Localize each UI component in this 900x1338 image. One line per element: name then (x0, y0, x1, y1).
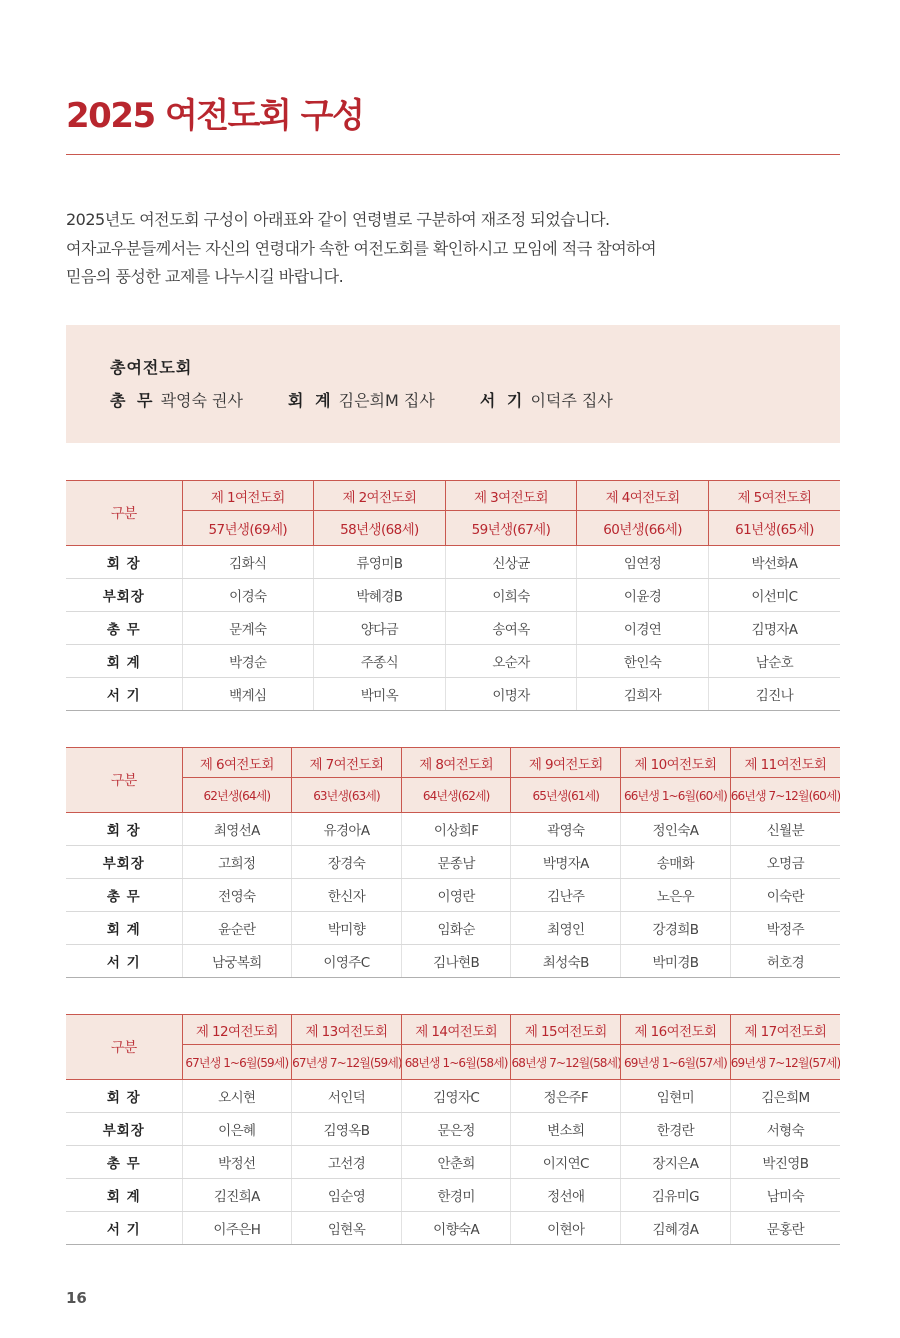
member-name-cell: 임현미 (621, 1080, 731, 1113)
table-row (66, 546, 840, 579)
member-name-cell: 서인덕 (292, 1080, 402, 1113)
group-age-header: 67년생 7~12월(59세) (292, 1045, 402, 1080)
role-label: 총 무 (66, 1146, 182, 1179)
role-label: 부회장 (66, 579, 182, 612)
member-name-cell: 이선미C (708, 579, 840, 612)
intro-line: 여자교우분들께서는 자신의 연령대가 속한 여전도회를 확인하시고 모임에 적극 참여하여 (66, 238, 657, 258)
member-name-cell: 주종식 (314, 645, 446, 678)
member-name-cell: 박경순 (182, 645, 314, 678)
member-name-cell: 이상희F (401, 813, 511, 846)
intro-line: 2025년도 여전도회 구성이 아래표와 같이 연령별로 구분하여 재조정 되었습니다. (66, 210, 610, 229)
member-name-cell: 이현아 (511, 1212, 621, 1245)
group-age-header: 67년생 1~6월(59세) (182, 1045, 292, 1080)
member-name-cell: 박미옥 (314, 678, 446, 711)
member-name-cell: 박진영B (730, 1146, 840, 1179)
table-row (66, 579, 840, 612)
member-name-cell: 정인숙A (621, 813, 731, 846)
member-name-cell: 이경숙 (182, 579, 314, 612)
role-label: 회 계 (66, 912, 182, 945)
member-name-cell: 김유미G (621, 1179, 731, 1212)
page-title: 2025 여전도회 구성 (66, 96, 364, 136)
group-name-header: 제 3여전도회 (445, 481, 577, 511)
header-row-ages (66, 778, 840, 813)
group-age-header: 58년생(68세) (314, 511, 446, 546)
member-name-cell: 김영옥B (292, 1113, 402, 1146)
table-row (66, 612, 840, 645)
header-row-groups (66, 481, 840, 511)
header-row-groups (66, 1015, 840, 1045)
member-name-cell: 남미숙 (730, 1179, 840, 1212)
role-label: 부회장 (66, 846, 182, 879)
group-age-header: 63년생(63세) (292, 778, 402, 813)
role-label: 부회장 (66, 1113, 182, 1146)
group-name-header: 제 8여전도회 (401, 748, 511, 778)
intro-line: 믿음의 풍성한 교제를 나누시길 바랍니다. (66, 267, 344, 286)
role-label: 서 기 (66, 945, 182, 978)
header-row-groups (66, 748, 840, 778)
table-row (66, 1080, 840, 1113)
corner-label: 구분 (66, 481, 182, 546)
member-name-cell: 양다금 (314, 612, 446, 645)
member-name-cell: 한인숙 (577, 645, 709, 678)
member-name-cell: 이명자 (445, 678, 577, 711)
member-name-cell: 고희정 (182, 846, 292, 879)
member-name-cell: 송여옥 (445, 612, 577, 645)
member-name-cell: 김난주 (511, 879, 621, 912)
group-age-header: 59년생(67세) (445, 511, 577, 546)
member-name-cell: 최영인 (511, 912, 621, 945)
member-name-cell: 오시현 (182, 1080, 292, 1113)
member-name-cell: 이경연 (577, 612, 709, 645)
table-row (66, 846, 840, 879)
member-name-cell: 이희숙 (445, 579, 577, 612)
member-name-cell: 신상균 (445, 546, 577, 579)
member-name-cell: 신월분 (730, 813, 840, 846)
group-age-header: 68년생 1~6월(58세) (401, 1045, 511, 1080)
role-label: 총 무 (66, 879, 182, 912)
member-name-cell: 박선화A (708, 546, 840, 579)
table-row (66, 813, 840, 846)
member-name-cell: 임현옥 (292, 1212, 402, 1245)
role-label: 서 기 (66, 678, 182, 711)
member-name-cell: 김희자 (577, 678, 709, 711)
member-name-cell: 박혜경B (314, 579, 446, 612)
group-age-header: 66년생 1~6월(60세) (621, 778, 731, 813)
group-age-header: 61년생(65세) (708, 511, 840, 546)
officer-role: 총 무 (110, 391, 156, 410)
table-row (66, 645, 840, 678)
member-name-cell: 변소희 (511, 1113, 621, 1146)
group-age-header: 62년생(64세) (182, 778, 292, 813)
group-age-header: 69년생 1~6월(57세) (621, 1045, 731, 1080)
member-name-cell: 문홍란 (730, 1212, 840, 1245)
group-age-header: 66년생 7~12월(60세) (730, 778, 840, 813)
role-label: 회 장 (66, 813, 182, 846)
member-name-cell: 오순자 (445, 645, 577, 678)
group-age-header: 60년생(66세) (577, 511, 709, 546)
role-label: 회 장 (66, 546, 182, 579)
group-name-header: 제 7여전도회 (292, 748, 402, 778)
member-name-cell: 문종남 (401, 846, 511, 879)
member-name-cell: 이은혜 (182, 1113, 292, 1146)
member-name-cell: 이윤경 (577, 579, 709, 612)
group-name-header: 제 14여전도회 (401, 1015, 511, 1045)
member-name-cell: 이향숙A (401, 1212, 511, 1245)
table-row (66, 1113, 840, 1146)
member-name-cell: 한경란 (621, 1113, 731, 1146)
group-name-header: 제 2여전도회 (314, 481, 446, 511)
member-name-cell: 이숙란 (730, 879, 840, 912)
table-row (66, 1212, 840, 1245)
table-row (66, 678, 840, 711)
member-name-cell: 문계숙 (182, 612, 314, 645)
table-row (66, 1179, 840, 1212)
association-table-3 (66, 1014, 840, 1245)
officer-secretary-general (110, 391, 243, 410)
group-name-header: 제 16여전도회 (621, 1015, 731, 1045)
member-name-cell: 문은정 (401, 1113, 511, 1146)
header-row-ages (66, 1045, 840, 1080)
member-name-cell: 강경희B (621, 912, 731, 945)
member-name-cell: 안춘희 (401, 1146, 511, 1179)
member-name-cell: 김진희A (182, 1179, 292, 1212)
general-association-title: 총여전도회 (110, 358, 193, 377)
general-association-box (66, 325, 840, 443)
role-label: 회 장 (66, 1080, 182, 1113)
corner-label: 구분 (66, 748, 182, 813)
officer-name: 곽영숙 권사 (160, 391, 243, 410)
table-row (66, 1146, 840, 1179)
group-age-header: 57년생(69세) (182, 511, 314, 546)
member-name-cell: 김나현B (401, 945, 511, 978)
intro-text (66, 206, 840, 292)
officer-name: 이덕주 집사 (530, 391, 613, 410)
member-name-cell: 김은희M (730, 1080, 840, 1113)
member-name-cell: 류영미B (314, 546, 446, 579)
member-name-cell: 김진나 (708, 678, 840, 711)
group-name-header: 제 13여전도회 (292, 1015, 402, 1045)
group-name-header: 제 10여전도회 (621, 748, 731, 778)
member-name-cell: 박정선 (182, 1146, 292, 1179)
member-name-cell: 고선경 (292, 1146, 402, 1179)
member-name-cell: 남순호 (708, 645, 840, 678)
association-table-1 (66, 480, 840, 711)
member-name-cell: 김화식 (182, 546, 314, 579)
table-row (66, 945, 840, 978)
group-age-header: 65년생(61세) (511, 778, 621, 813)
member-name-cell: 김명자A (708, 612, 840, 645)
member-name-cell: 박정주 (730, 912, 840, 945)
member-name-cell: 허호경 (730, 945, 840, 978)
group-name-header: 제 1여전도회 (182, 481, 314, 511)
group-age-header: 68년생 7~12월(58세) (511, 1045, 621, 1080)
member-name-cell: 박명자A (511, 846, 621, 879)
member-name-cell: 정선애 (511, 1179, 621, 1212)
group-name-header: 제 17여전도회 (730, 1015, 840, 1045)
member-name-cell: 김영자C (401, 1080, 511, 1113)
group-name-header: 제 9여전도회 (511, 748, 621, 778)
member-name-cell: 임순영 (292, 1179, 402, 1212)
member-name-cell: 정은주F (511, 1080, 621, 1113)
group-name-header: 제 12여전도회 (182, 1015, 292, 1045)
officer-clerk (480, 391, 613, 410)
member-name-cell: 최영선A (182, 813, 292, 846)
member-name-cell: 윤순란 (182, 912, 292, 945)
member-name-cell: 이영주C (292, 945, 402, 978)
member-name-cell: 서형숙 (730, 1113, 840, 1146)
group-name-header: 제 5여전도회 (708, 481, 840, 511)
member-name-cell: 최성숙B (511, 945, 621, 978)
member-name-cell: 임연정 (577, 546, 709, 579)
member-name-cell: 김혜경A (621, 1212, 731, 1245)
table-row (66, 912, 840, 945)
member-name-cell: 한신자 (292, 879, 402, 912)
member-name-cell: 장경숙 (292, 846, 402, 879)
member-name-cell: 남궁복희 (182, 945, 292, 978)
member-name-cell: 전영숙 (182, 879, 292, 912)
association-table-2 (66, 747, 840, 978)
member-name-cell: 한경미 (401, 1179, 511, 1212)
member-name-cell: 이주은H (182, 1212, 292, 1245)
role-label: 회 계 (66, 645, 182, 678)
officer-name: 김은희M 집사 (338, 391, 435, 410)
officer-role: 서 기 (479, 391, 526, 410)
officer-treasurer (288, 391, 435, 410)
group-name-header: 제 4여전도회 (577, 481, 709, 511)
member-name-cell: 송매화 (621, 846, 731, 879)
title-divider (66, 154, 840, 155)
table-row (66, 879, 840, 912)
officer-role: 회 계 (288, 391, 334, 410)
member-name-cell: 노은우 (621, 879, 731, 912)
member-name-cell: 이지연C (511, 1146, 621, 1179)
group-age-header: 69년생 7~12월(57세) (730, 1045, 840, 1080)
role-label: 총 무 (66, 612, 182, 645)
member-name-cell: 박미경B (621, 945, 731, 978)
member-name-cell: 박미향 (292, 912, 402, 945)
member-name-cell: 곽영숙 (511, 813, 621, 846)
group-age-header: 64년생(62세) (401, 778, 511, 813)
group-name-header: 제 11여전도회 (730, 748, 840, 778)
role-label: 회 계 (66, 1179, 182, 1212)
group-name-header: 제 6여전도회 (182, 748, 292, 778)
member-name-cell: 장지은A (621, 1146, 731, 1179)
header-row-ages (66, 511, 840, 546)
corner-label: 구분 (66, 1015, 182, 1080)
general-association-officers (110, 388, 653, 411)
page-number: 16 (66, 1289, 87, 1307)
member-name-cell: 유경아A (292, 813, 402, 846)
member-name-cell: 이영란 (401, 879, 511, 912)
member-name-cell: 백계심 (182, 678, 314, 711)
member-name-cell: 오명금 (730, 846, 840, 879)
role-label: 서 기 (66, 1212, 182, 1245)
member-name-cell: 임화순 (401, 912, 511, 945)
group-name-header: 제 15여전도회 (511, 1015, 621, 1045)
